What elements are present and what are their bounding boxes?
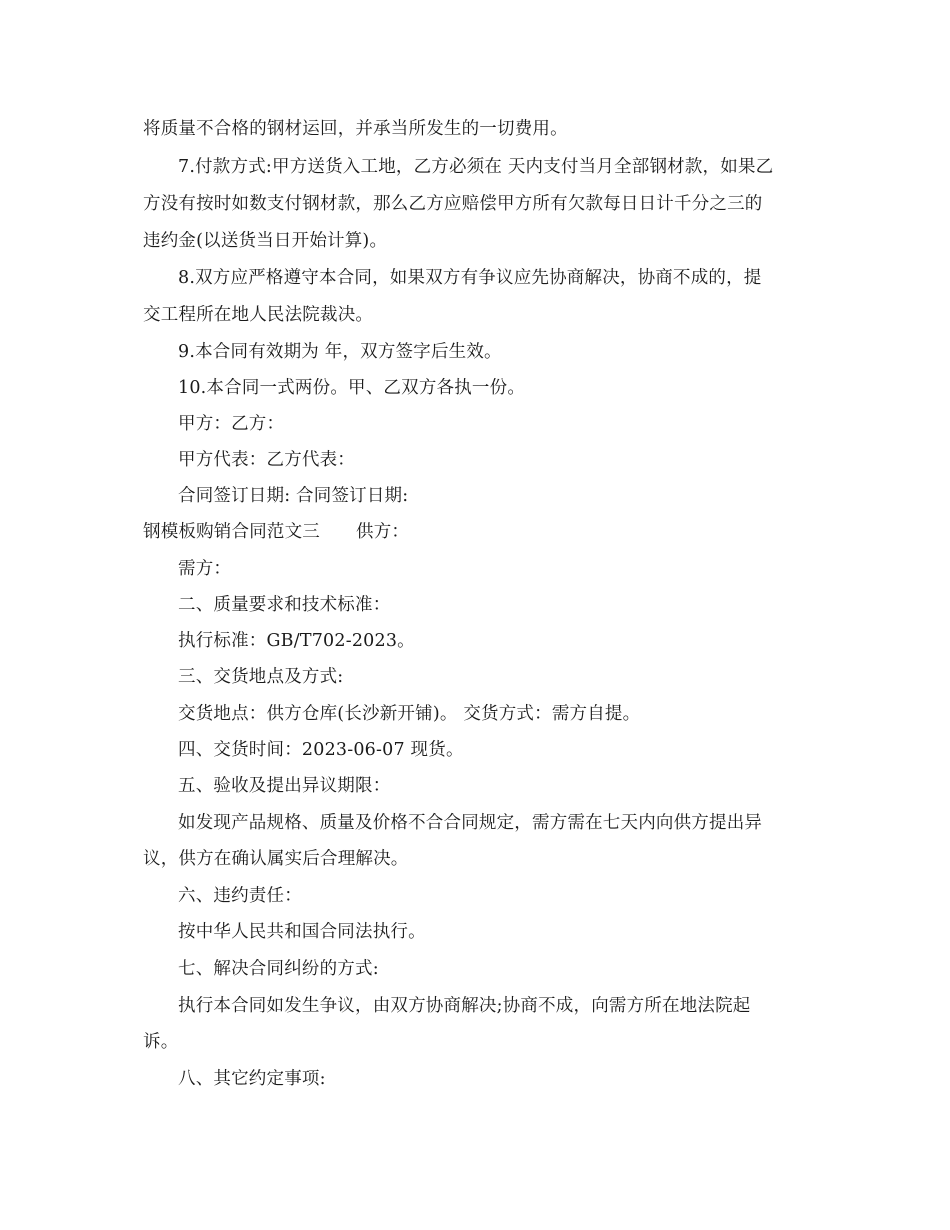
text-line: 合同签订日期: 合同签订日期: (178, 486, 409, 506)
text-line: 10.本合同一式两份。甲、乙双方各执一份。 (178, 378, 526, 398)
text-line: 交货地点：供方仓库(长沙新开铺)。 交货方式：需方自提。 (178, 704, 641, 724)
text-line: 将质量不合格的钢材运回，并承当所发生的一切费用。 (143, 119, 568, 139)
text-line: 二、质量要求和技术标准： (178, 595, 391, 615)
text-line: 四、交货时间：2023-06-07 现货。 (178, 740, 464, 760)
text-line: 六、违约责任： (178, 886, 302, 906)
text-line: 七、解决合同纠纷的方式: (178, 959, 379, 979)
text-line: 如发现产品规格、质量及价格不合合同规定，需方需在七天内向供方提出异 (178, 813, 763, 833)
text-line: 甲方代表：乙方代表： (178, 450, 355, 470)
text-line: 需方： (178, 559, 232, 579)
text-line: 7.付款方式:甲方送货入工地，乙方必须在 天内支付当月全部钢材款，如果乙 (178, 157, 774, 177)
text-line: 甲方：乙方： (178, 414, 285, 434)
text-line: 执行标准：GB/T702-2023。 (178, 631, 415, 651)
text-line: 诉。 (143, 1032, 179, 1052)
text-line: 议，供方在确认属实后合理解决。 (143, 849, 409, 869)
text-line: 8.双方应严格遵守本合同，如果双方有争议应先协商解决，协商不成的，提 (178, 268, 762, 288)
section-title: 钢模板购销合同范文三 (143, 522, 320, 542)
text-line: 执行本合同如发生争议，由双方协商解决;协商不成，向需方所在地法院起 (178, 996, 751, 1016)
text-line: 按中华人民共和国合同法执行。 (178, 922, 426, 942)
text-line: 方没有按时如数支付钢材款，那么乙方应赔偿甲方所有欠款每日日计千分之三的 (143, 194, 763, 214)
text-line: 违约金(以送货当日开始计算)。 (143, 231, 388, 251)
text-line: 三、交货地点及方式: (178, 667, 344, 687)
supplier-label: 供方： (356, 522, 410, 542)
section-title-row (143, 520, 409, 544)
text-line: 五、验收及提出异议期限： (178, 776, 391, 796)
text-line: 交工程所在地人民法院裁决。 (143, 305, 374, 325)
text-line: 八、其它约定事项: (178, 1069, 326, 1089)
text-line: 9.本合同有效期为 年，双方签字后生效。 (178, 342, 502, 362)
